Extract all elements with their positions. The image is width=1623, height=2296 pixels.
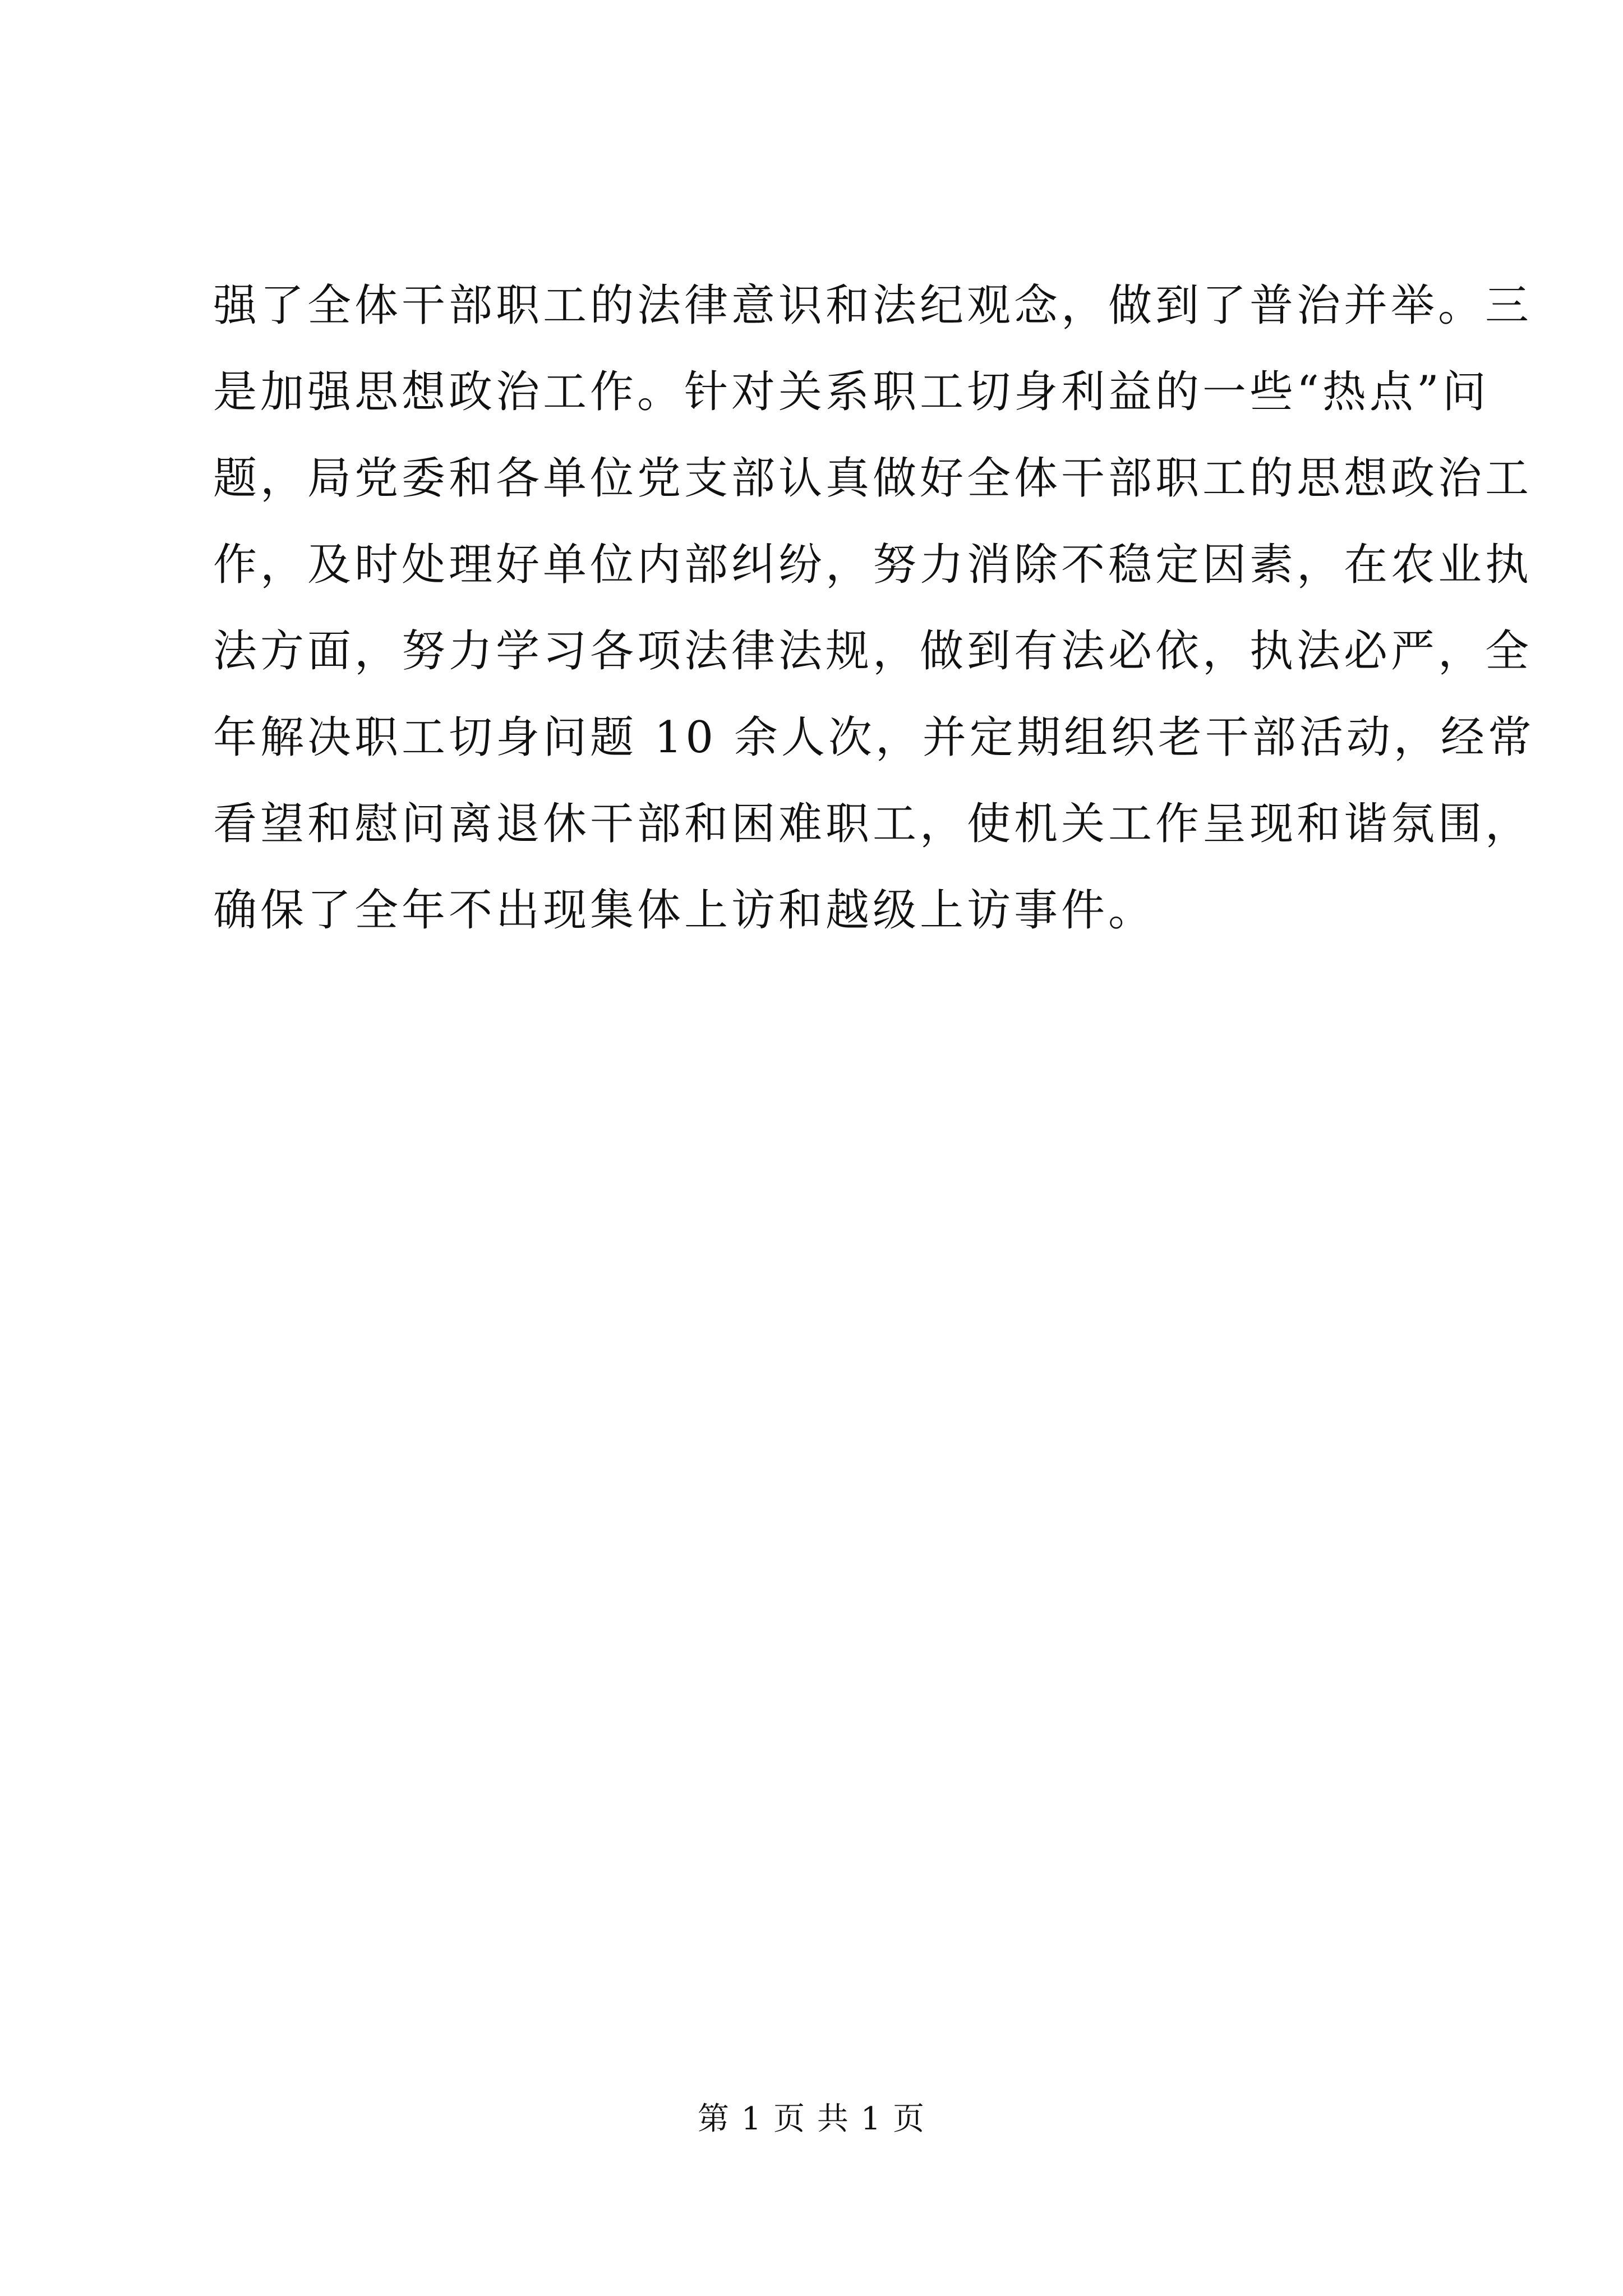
text-line-4: 作，及时处理好单位内部纠纷，努力消除不稳定因素，在农业执: [213, 540, 1533, 590]
text-line-7: 看望和慰问离退休干部和困难职工，使机关工作呈现和谐氛围，: [213, 799, 1533, 849]
text-line-6: 年解决职工切身问题 10 余人次，并定期组织老干部活动，经常: [213, 712, 1535, 763]
body-paragraph: [213, 263, 1535, 954]
page-footer: 第 1 页 共 1 页: [697, 2101, 926, 2137]
text-line-8: 确保了全年不出现集体上访和越级上访事件。: [213, 885, 1156, 936]
text-line-1: 强了全体干部职工的法律意识和法纪观念，做到了普治并举。三: [213, 280, 1533, 331]
text-line-3: 题，局党委和各单位党支部认真做好全体干部职工的思想政治工: [213, 453, 1533, 504]
text-line-2: 是加强思想政治工作。针对关系职工切身利益的一些“热点”问: [213, 367, 1490, 417]
text-line-5: 法方面，努力学习各项法律法规，做到有法必依，执法必严，全: [213, 626, 1533, 677]
